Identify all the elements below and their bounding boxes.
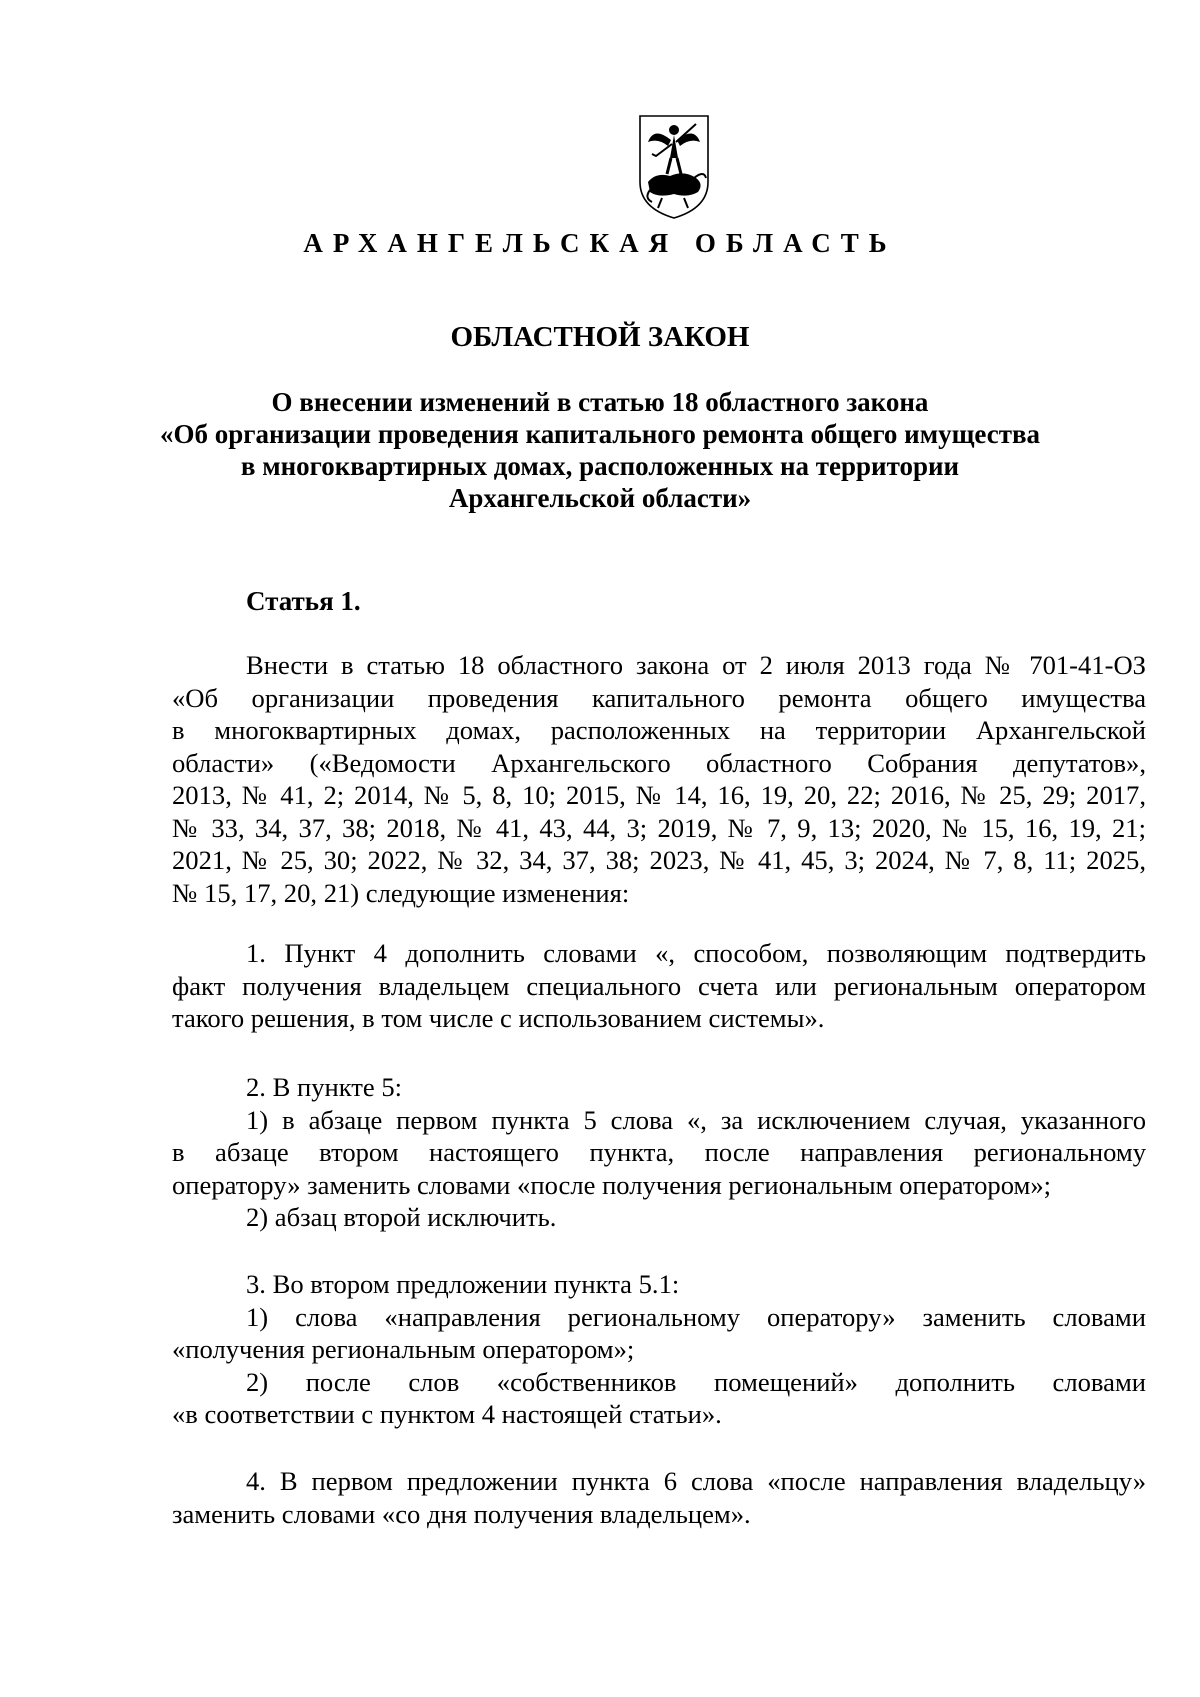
text-line: 2. В пункте 5: (246, 1072, 403, 1102)
text-line: 1. Пункт 4 дополнить словами «, способом, позволяющим подтвердить (246, 938, 1146, 968)
text-line: 1) слова «направления региональному оператору» заменить словами (246, 1301, 1146, 1332)
region-name: АРХАНГЕЛЬСКАЯ ОБЛАСТЬ (303, 228, 897, 258)
text-line: «в соответствии с пунктом 4 настоящей статьи». (172, 1399, 722, 1429)
text-line: 3. Во втором предложении пункта 5.1: (246, 1269, 680, 1299)
text-line: в многоквартирных домах, расположенных на территории Архангельской (172, 715, 1146, 745)
law-title-line: О внесении изменений в статью 18 областного закона (271, 387, 929, 417)
text-line: 1) в абзаце первом пункта 5 слова «, за исключением случая, указанного (246, 1104, 1146, 1135)
text-line: Внести в статью 18 областного закона от 2 июля 2013 года № 701-41-ОЗ (246, 650, 1146, 680)
text-line: оператору» заменить словами «после получения региональным оператором»; (172, 1169, 1052, 1200)
text-line: «Об организации проведения капитального ремонта общего имущества (172, 682, 1146, 713)
text-line: № 33, 34, 37, 38; 2018, № 41, 43, 44, 3; 2019, № 7, 9, 13; 2020, № 15, 16, 19, 21; (172, 812, 1146, 843)
amendment-item-2 (172, 1071, 1146, 1234)
text-line: факт получения владельцем специального счета или региональным оператором (172, 970, 1146, 1001)
text-line: заменить словами «со дня получения владельцем». (172, 1498, 751, 1529)
text-line: области» («Ведомости Архангельского областного Собрания депутатов», (172, 747, 1146, 778)
amendment-item-1 (172, 937, 1146, 1035)
text-line: 2) после слов «собственников помещений» дополнить словами (246, 1366, 1146, 1397)
text-line: 2013, № 41, 2; 2014, № 5, 8, 10; 2015, № 14, 16, 19, 20, 22; 2016, № 25, 29; 2017, (172, 780, 1146, 810)
text-line: 2021, № 25, 30; 2022, № 32, 34, 37, 38; 2023, № 41, 45, 3; 2024, № 7, 8, 11; 2025, (172, 845, 1146, 875)
amendment-item-4 (172, 1465, 1146, 1530)
article-intro-paragraph (172, 649, 1146, 909)
text-line: 4. В первом предложении пункта 6 слова «после направления владельцу» (246, 1466, 1146, 1496)
law-title-line: Архангельской области» (448, 483, 752, 513)
article-heading: Статья 1. (246, 586, 361, 616)
law-title-line: «Об организации проведения капитального ремонта общего имущества (159, 419, 1041, 449)
text-line: такого решения, в том числе с использованием системы». (172, 1003, 825, 1033)
text-line: № 15, 17, 20, 21) следующие изменения: (172, 877, 630, 908)
law-title (120, 386, 1080, 514)
text-line: «получения региональным оператором»; (172, 1334, 635, 1364)
law-title-line: в многоквартирных домах, расположенных на территории (240, 451, 960, 481)
amendment-item-3 (172, 1268, 1146, 1431)
arkhangelsk-coat-of-arms-icon (634, 112, 714, 220)
text-line: в абзаце втором настоящего пункта, после направления региональному (172, 1137, 1146, 1167)
text-line: 2) абзац второй исключить. (246, 1202, 557, 1232)
document-type: ОБЛАСТНОЙ ЗАКОН (450, 321, 750, 353)
